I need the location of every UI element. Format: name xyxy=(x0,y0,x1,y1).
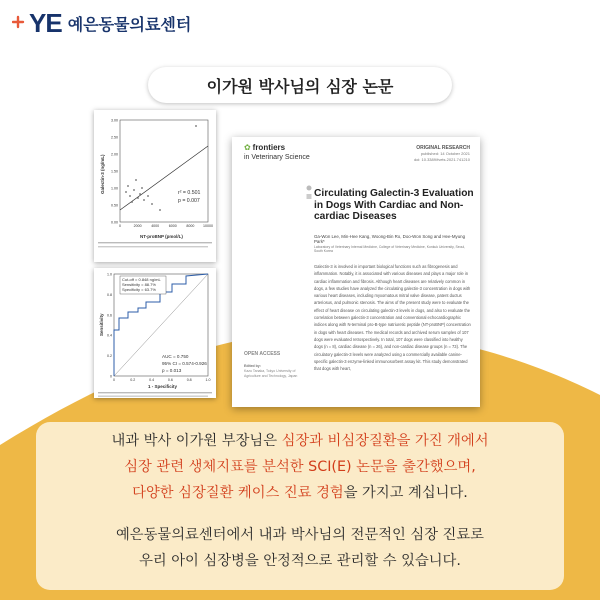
para1-line3: 다양한 심장질환 케이스 진료 경험을 가지고 계십니다. xyxy=(132,485,468,501)
y-tick-label: 1.00 xyxy=(111,186,118,191)
logo-name: 예은동물의료센터 xyxy=(67,15,192,34)
x-tick-label: 0 xyxy=(119,224,121,228)
scatter-point xyxy=(143,199,145,201)
scatter-figure-card xyxy=(94,110,216,262)
logo-mark: YE xyxy=(29,8,62,38)
paper-affiliation: Laboratory of Veterinary Internal Medicine, College of Veterinary Medicine, Konkuk University, Seoul, South Korea xyxy=(314,245,466,253)
x-tick-label: 8000 xyxy=(186,224,195,228)
page-title: 이가원 박사님의 심장 논문 xyxy=(148,67,452,103)
journal-logo: ✿ frontiers in Veterinary Science xyxy=(244,143,310,161)
scatter-point xyxy=(147,195,149,197)
x-axis-label: 1 - Specificity xyxy=(148,384,178,389)
paper-card[interactable] xyxy=(232,137,480,407)
scatter-point xyxy=(133,189,135,191)
scatter-point xyxy=(129,195,131,197)
para1-line1: 내과 박사 이가원 부장님은 심장과 비심장질환을 가진 개에서 xyxy=(111,433,489,449)
roc-plot xyxy=(98,273,212,397)
roc-figure-card xyxy=(94,268,216,398)
x-tick-label: 4000 xyxy=(151,224,160,228)
p-label: p = 0.007 xyxy=(178,198,200,204)
scatter-point xyxy=(195,125,197,127)
roc-legend-line: Sensitivity = 88.7% xyxy=(122,282,156,287)
x-tick-label: 10000 xyxy=(203,224,213,228)
roc-p-label: p = 0.013 xyxy=(162,368,182,373)
x-tick-label: 2000 xyxy=(133,224,142,228)
scatter-point xyxy=(135,179,137,181)
paper-abstract: Galectin-3 is involved in important biological functions such as fibrogenesis and inflammation. Notably, it is associated with various diseases and plays a major role in cardiac inflammation and fibrosis. Although heart diseases are relatively common in dogs, a few studies have analyzed the circulating galectin-3 concentration in dogs with various heart diseases, including myxomatous mitral valve disease, patent ductus arteriosus, and pulmonic stenosis. The aims of the present study were to evaluate the effect of heart disease on circulating galectin-3 levels in dogs, and also to evaluate the correlation between galectin-3 concentration and conventional echocardiographic indices along with N-terminal pro-B-type natriuretic peptide (NT-proBNP) concentration in dogs with heart diseases. The medical records and archived serum samples of 107 dogs were evaluated retrospectively. In total, 107 dogs were classified into healthy dogs (n = 8), cardiac disease (n = 26), and non-cardiac disease groups (n = 73). The circulatory galectin-3 levels were analyzed using a commercially available canine-specific galectin-3 enzyme-linked immunosorbent assay kit. This study demonstrated that dogs with heart, xyxy=(314,264,471,372)
auc-label: AUC = 0.750 xyxy=(162,354,189,359)
y-tick-label: 0.6 xyxy=(107,313,112,318)
y-tick-label: 0.50 xyxy=(111,203,118,208)
paper-sidebar xyxy=(244,351,306,379)
paper-authors: Ga-Won Lee, Min-Hee Kang, Woong-Bin Ro, Doo-Won Song and Hee-Myung Park* xyxy=(314,234,466,244)
x-tick-label: 1.0 xyxy=(205,378,211,382)
y-tick-label: 2.00 xyxy=(111,152,118,157)
y-tick-label: 1.50 xyxy=(111,169,118,174)
x-tick-label: 0.8 xyxy=(186,378,192,382)
y-axis-label: Galectin-3 (ng/mL) xyxy=(100,154,105,194)
para1-line2: 심장 관련 생체지표를 분석한 SCI(E) 논문을 출간했으며, xyxy=(124,459,476,475)
y-tick-label: 2.50 xyxy=(111,135,118,140)
para2-line1: 예은동물의료센터에서 내과 박사님의 전문적인 심장 진료로 xyxy=(116,527,484,543)
y-tick-label: 0.00 xyxy=(111,220,118,225)
x-tick-label: 0 xyxy=(113,378,115,382)
y-tick-label: 1.0 xyxy=(107,272,112,277)
y-tick-label: 0.8 xyxy=(107,292,112,297)
x-axis-label: NT-proBNP (pmol/L) xyxy=(140,234,183,239)
scatter-point xyxy=(151,203,153,205)
x-tick-label: 0.6 xyxy=(167,378,173,382)
para2-line2: 우리 아이 심장병을 안정적으로 관리할 수 있습니다. xyxy=(139,553,461,569)
description-para-1 xyxy=(0,428,600,506)
scatter-point xyxy=(125,191,127,193)
scatter-point xyxy=(139,193,141,195)
open-access-label: OPEN ACCESS xyxy=(244,351,281,357)
ci-label: 95% CI = 0.574-0.926 xyxy=(162,361,207,366)
scatter-point xyxy=(127,185,129,187)
roc-legend-line: Cut-off = 0.848 ng/mL xyxy=(122,277,161,282)
paper-header-meta: ORIGINAL RESEARCH published: 14 October 2021 doi: 10.3389/fvets.2021.741210 xyxy=(413,145,470,162)
roc-legend-line: Specificity = 63.7% xyxy=(122,287,156,292)
x-tick-label: 0.2 xyxy=(130,378,136,382)
scatter-point xyxy=(137,197,139,199)
scatter-point xyxy=(141,187,143,189)
x-tick-label: 6000 xyxy=(168,224,177,228)
scatter-point xyxy=(159,209,161,211)
r2-label: r² = 0.501 xyxy=(178,190,201,196)
y-tick-label: 0 xyxy=(110,374,112,379)
x-tick-label: 0.4 xyxy=(149,378,155,382)
edited-by: Edited by: Kazu Tanaka, Tokyo University of Agriculture and Technology, Japan xyxy=(244,364,298,378)
plus-sparkle-icon xyxy=(12,15,28,33)
logo[interactable] xyxy=(12,8,191,39)
y-tick-label: 3.00 xyxy=(111,118,118,123)
description-para-2 xyxy=(0,522,600,574)
frontiers-leaf-icon: ✿ xyxy=(244,143,251,152)
paper-title: Circulating Galectin-3 Evaluation in Dogs With Cardiac and Non-cardiac Diseases xyxy=(314,188,474,222)
y-tick-label: 0.2 xyxy=(107,354,112,359)
y-tick-label: 0.4 xyxy=(107,333,112,338)
scatter-point xyxy=(131,201,133,203)
y-axis-label: Sensitivity xyxy=(99,313,104,336)
scatter-plot xyxy=(98,119,213,248)
